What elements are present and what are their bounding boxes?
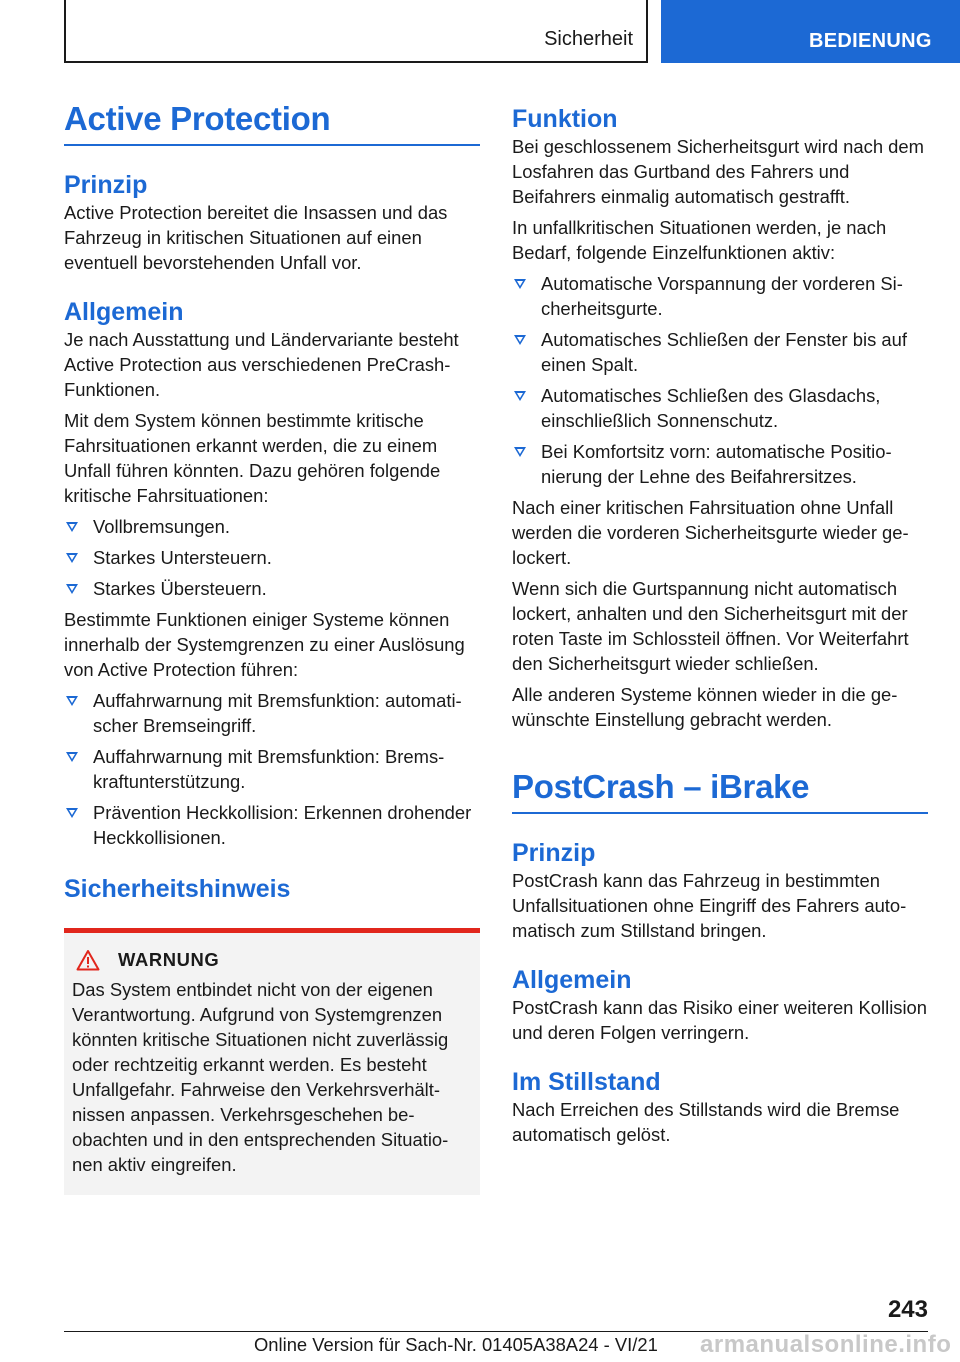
list-item: Vollbremsungen. (64, 514, 480, 539)
prinzip-heading: Prinzip (64, 171, 148, 199)
header-section-label: Sicherheit (544, 28, 633, 50)
functions-active-list (512, 271, 928, 489)
list-item: Automatische Vorspannung der vorderen Sicherheitsgurte. (512, 271, 928, 321)
pc-still-heading: Im Stillstand (512, 1068, 661, 1096)
safety-heading: Sicherheitshinweis (64, 875, 291, 903)
bullet-triangle-icon (66, 696, 78, 706)
list-item: Auffahrwarnung mit Bremsfunktion: automatischer Bremseingriff. (64, 688, 480, 738)
funktion-paragraph-1: Bei geschlossenem Sicherheitsgurt wird nach dem Losfahren das Gurtband des Fahrers und Beifahrers einmalig automatisch gestrafft. (512, 136, 924, 207)
list-item: Prävention Heckkollision: Erkennen drohender Heckkollisionen. (64, 800, 480, 850)
warning-text: Das System entbindet nicht von der eigenen Verantwortung. Aufgrund von Systemgrenzen könnten kritische Situationen nicht zuverlässig oder rechtzeitig erkannt werden. Es besteht Unfallgefahr. Fahrweise den Verkehrsverhältnissen anpassen. Verkehrsgeschehen beobachten und in den entsprechenden Situationen aktiv eingreifen. (72, 979, 449, 1175)
warning-triangle-icon (76, 949, 100, 971)
bullet-triangle-icon (514, 279, 526, 289)
pc-allgemein-heading: Allgemein (512, 966, 632, 994)
funktion-paragraph-4: Wenn sich die Gurtspannung nicht automatisch lockert, anhalten und den Sicherheitsgurt mit der roten Taste im Schlossteil öffnen. Vor Weiterfahrt den Sicherheitsgurt wieder schließen. (512, 578, 909, 674)
pc-still-text: Nach Erreichen des Stillstands wird die Bremse automatisch gelöst. (512, 1099, 900, 1145)
bullet-triangle-icon (66, 752, 78, 762)
footer-online-version: Online Version für Sach-Nr. 01405A38A24 - VI/21 (254, 1334, 658, 1355)
left-column (64, 100, 480, 1195)
prinzip-text: Active Protection bereitet die Insassen und das Fahrzeug in kritischen Situationen auf einen eventuell bevorstehenden Unfall vor. (64, 202, 448, 273)
allgemein-paragraph-1: Je nach Ausstattung und Ländervariante besteht Active Protection aus verschiedenen PreCrash-Funktionen. (64, 329, 459, 400)
bullet-triangle-icon (66, 584, 78, 594)
page-number: 243 (887, 1296, 928, 1323)
bullet-triangle-icon (66, 553, 78, 563)
situations-list (64, 514, 480, 601)
allgemein-paragraph-3: Bestimmte Funktionen einiger Systeme können innerhalb der Systemgrenzen zu einer Auslösung von Active Protection führen: (64, 609, 465, 680)
page-title: Active Protection (64, 100, 480, 146)
header-chapter-label: BEDIENUNG (809, 30, 932, 52)
warning-box (64, 928, 480, 1195)
header-section-tab (64, 0, 648, 63)
header-chapter-tab (661, 0, 960, 63)
bullet-triangle-icon (514, 391, 526, 401)
funktion-paragraph-2: In unfallkritischen Situationen werden, je nach Bedarf, folgende Einzelfunktionen aktiv: (512, 217, 887, 263)
list-item: Bei Komfortsitz vorn: automatische Positionierung der Lehne des Beifahrersitzes. (512, 439, 928, 489)
list-item: Auffahrwarnung mit Bremsfunktion: Bremskraftunterstützung. (64, 744, 480, 794)
list-item: Automatisches Schließen der Fenster bis auf einen Spalt. (512, 327, 928, 377)
bullet-triangle-icon (66, 522, 78, 532)
bullet-triangle-icon (66, 808, 78, 818)
watermark: armanualsonline.info (700, 1331, 952, 1358)
warning-label: WARNUNG (118, 949, 220, 970)
list-item: Starkes Untersteuern. (64, 545, 480, 570)
funktion-heading: Funktion (512, 105, 618, 133)
right-column (512, 104, 928, 1153)
funktion-paragraph-5: Alle anderen Systeme können wieder in die gewünschte Einstellung gebracht werden. (512, 684, 898, 730)
pc-prinzip-text: PostCrash kann das Fahrzeug in bestimmten Unfallsituationen ohne Eingriff des Fahrers automatisch zum Stillstand bringen. (512, 870, 907, 941)
functions-list (64, 688, 480, 850)
bullet-triangle-icon (514, 335, 526, 345)
list-item: Starkes Übersteuern. (64, 576, 480, 601)
allgemein-heading: Allgemein (64, 298, 184, 326)
pc-prinzip-heading: Prinzip (512, 839, 596, 867)
list-item: Automatisches Schließen des Glasdachs, einschließlich Sonnenschutz. (512, 383, 928, 433)
warning-title (72, 949, 472, 971)
postcrash-title: PostCrash – iBrake (512, 768, 928, 814)
bullet-triangle-icon (514, 447, 526, 457)
pc-allgemein-text: PostCrash kann das Risiko einer weiteren Kollision und deren Folgen verringern. (512, 997, 928, 1043)
funktion-paragraph-3: Nach einer kritischen Fahrsituation ohne Unfall werden die vorderen Sicherheitsgurte wieder gelockert. (512, 497, 909, 568)
allgemein-paragraph-2: Mit dem System können bestimmte kritische Fahrsituationen erkannt werden, die zu einem Unfall führen könnten. Dazu gehören folgende kritische Fahrsituationen: (64, 410, 441, 506)
